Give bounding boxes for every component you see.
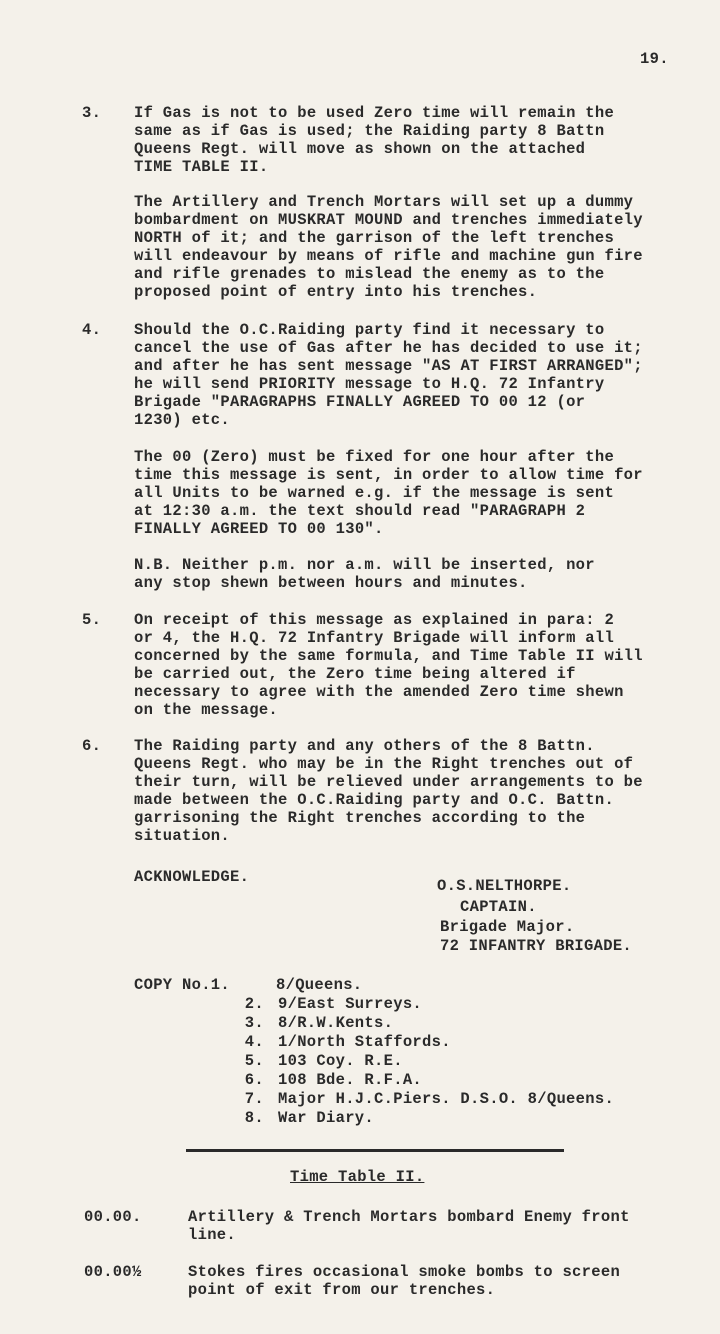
text-line: be carried out, the Zero time being altered if [134,665,576,683]
text-line: NORTH of it; and the garrison of the left trenches [134,229,615,247]
copy-text: 9/East Surreys. [278,995,423,1013]
time-table-title: Time Table II. [290,1168,425,1186]
paragraph-text [134,104,718,176]
copy-item [224,1014,393,1032]
copy-item [276,976,362,994]
copy-text: 8/Queens. [276,976,363,994]
text-line: at 12:30 a.m. the text should read "PARAGRAPH 2 [134,502,586,520]
text-line: same as if Gas is used; the Raiding party 8 Battn [134,122,605,140]
signature-name: O.S.NELTHORPE. [437,877,572,895]
text-line: on the message. [134,701,279,719]
copy-item [224,1090,614,1108]
time-table-description [188,1263,620,1299]
text-line: situation. [134,827,231,845]
text-line: line. [188,1226,237,1244]
text-line: FINALLY AGREED TO 00 130". [134,520,384,538]
text-line: cancel the use of Gas after he has decided to use it; [134,339,643,357]
text-line: or 4, the H.Q. 72 Infantry Brigade will inform all [134,629,615,647]
horizontal-rule [186,1149,564,1152]
copy-item [224,995,422,1013]
signature-unit: 72 INFANTRY BRIGADE. [440,937,633,955]
text-line: concerned by the same formula, and Time Table II will [134,647,643,665]
paragraph-number: 4. [82,321,102,339]
paragraph-text [134,611,718,719]
text-line: TIME TABLE II. [134,158,269,176]
text-line: 1230) etc. [134,411,231,429]
acknowledge: ACKNOWLEDGE. [134,868,250,886]
text-line: their turn, will be relieved under arrangements to be [134,773,643,791]
time-table-time: 00.00. [84,1208,142,1226]
signature-rank: CAPTAIN. [460,898,537,916]
text-line: Brigade "PARAGRAPHS FINALLY AGREED TO 00 12 (or [134,393,586,411]
text-line: garrisoning the Right trenches according to the [134,809,586,827]
paragraph-number: 6. [82,737,102,755]
paragraph-text [134,556,718,592]
copy-text: 1/North Staffords. [278,1033,451,1051]
copy-text: 8/R.W.Kents. [278,1014,394,1032]
text-line: he will send PRIORITY message to H.Q. 72 Infantry [134,375,605,393]
signature-role: Brigade Major. [440,918,575,936]
copy-item [224,1109,374,1127]
text-line: On receipt of this message as explained in para: 2 [134,611,615,629]
time-table-description [188,1208,630,1244]
copy-number: 3. [244,1014,264,1032]
text-line: necessary to agree with the amended Zero time shewn [134,683,624,701]
copy-label: COPY No.1. [134,976,231,994]
text-line: The Artillery and Trench Mortars will set up a dummy [134,193,634,211]
text-line: The 00 (Zero) must be fixed for one hour after the [134,448,615,466]
text-line: bombardment on MUSKRAT MOUND and trenches immediately [134,211,643,229]
copy-number: 5. [244,1052,264,1070]
paragraph-text [134,321,718,429]
text-line: The Raiding party and any others of the 8 Battn. [134,737,595,755]
copy-number: 8. [244,1109,264,1127]
text-line: made between the O.C.Raiding party and O.C. Battn. [134,791,615,809]
text-line: If Gas is not to be used Zero time will remain the [134,104,615,122]
text-line: Artillery & Trench Mortars bombard Enemy front [188,1208,630,1226]
copy-number: 7. [244,1090,264,1108]
paragraph-number: 3. [82,104,102,122]
paragraph-number: 5. [82,611,102,629]
text-line: any stop shewn between hours and minutes. [134,574,528,592]
text-line: time this message is sent, in order to allow time for [134,466,643,484]
text-line: proposed point of entry into his trenches. [134,283,538,301]
copy-number: 6. [244,1071,264,1089]
text-line: Stokes fires occasional smoke bombs to screen [188,1263,621,1281]
text-line: Queens Regt. will move as shown on the attached [134,140,586,158]
copy-number: 2. [244,995,264,1013]
text-line: point of exit from our trenches. [188,1281,496,1299]
copy-number: 4. [244,1033,264,1051]
text-line: will endeavour by means of rifle and machine gun fire [134,247,643,265]
page-number: 19. [640,50,669,68]
text-line: N.B. Neither p.m. nor a.m. will be inserted, nor [134,556,595,574]
copy-text: 108 Bde. R.F.A. [278,1071,423,1089]
copy-text: Major H.J.C.Piers. D.S.O. 8/Queens. [278,1090,615,1108]
paragraph-text [134,193,718,301]
copy-item [224,1052,403,1070]
text-line: and after he has sent message "AS AT FIRST ARRANGED"; [134,357,643,375]
paragraph-text [134,737,718,845]
time-table-time: 00.00½ [84,1263,142,1281]
copy-item [224,1071,422,1089]
copy-item [224,1033,451,1051]
copy-text: War Diary. [278,1109,375,1127]
copy-text: 103 Coy. R.E. [278,1052,403,1070]
text-line: Queens Regt. who may be in the Right trenches out of [134,755,634,773]
paragraph-text [134,448,718,538]
text-line: all Units to be warned e.g. if the message is sent [134,484,615,502]
text-line: Should the O.C.Raiding party find it necessary to [134,321,605,339]
text-line: and rifle grenades to mislead the enemy as to the [134,265,605,283]
